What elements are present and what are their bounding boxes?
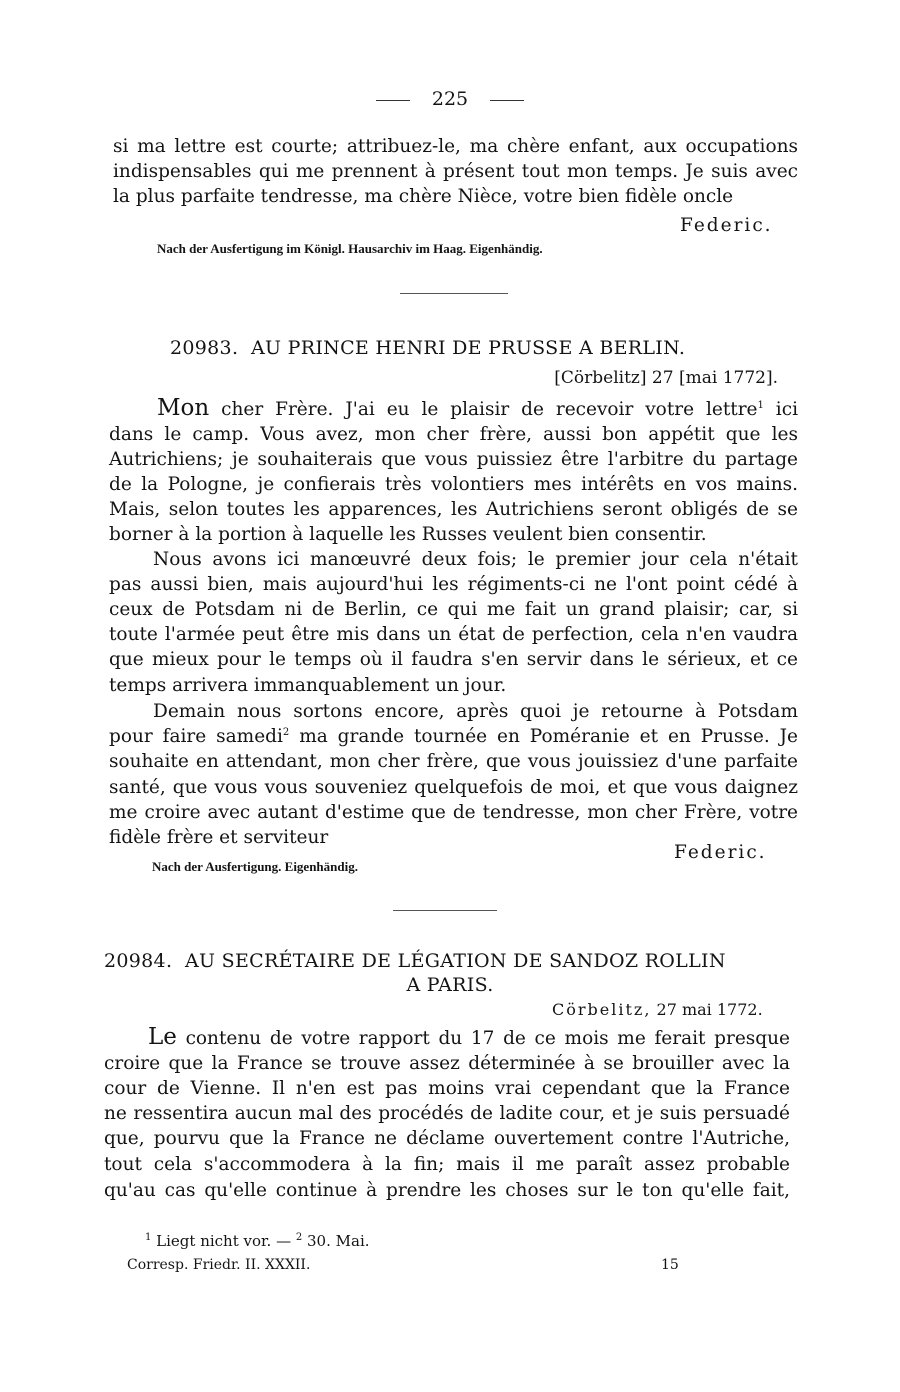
text-line: croire que la France se trouve assez déterminée à se brouiller avec la	[104, 1053, 790, 1074]
text-line: souhaite en attendant, mon cher frère, que vous jouissiez d'une parfaite	[109, 751, 798, 772]
dateline: [Cörbelitz] 27 [mai 1772].	[554, 368, 778, 388]
text-line: cour de Vienne. Il n'en est pas moins vrai cependant que la France	[104, 1078, 790, 1099]
text-line: que mieux pour le temps où il faudra s'en servir dans le sérieux, et ce	[109, 649, 798, 670]
text-line: Autrichiens; je souhaiterais que vous puissiez être l'arbitre du partage	[109, 449, 798, 470]
footnote-text: Liegt nicht vor. —	[156, 1232, 292, 1250]
text-line: de la Pologne, je confierais très volontiers mes intérêts en vos mains.	[109, 474, 798, 495]
source-note: Nach der Ausfertigung. Eigenhändig.	[152, 859, 358, 874]
text-line: borner à la portion à laquelle les Russes veulent bien consentir.	[109, 524, 707, 545]
letter-heading	[170, 337, 685, 359]
footnote-marker: 1	[145, 1232, 152, 1243]
signature: Federic.	[680, 215, 773, 236]
first-word: Le	[148, 1024, 177, 1050]
text-line	[148, 1025, 790, 1051]
text-span: ma grande tournée en Poméranie et en Prusse. Je	[299, 726, 799, 747]
letter-title: AU SECRÉTAIRE DE LÉGATION DE SANDOZ ROLLIN	[184, 950, 726, 972]
text-line: Nous avons ici manœuvré deux fois; le premier jour cela n'était	[153, 549, 798, 570]
letter-number: 20984.	[104, 950, 173, 972]
text-span: cher Frère. J'ai eu le plaisir de recevoir votre lettre	[221, 399, 758, 420]
header-dash-left	[376, 100, 410, 101]
page-number: 225	[431, 88, 469, 110]
text-line: dans le camp. Vous avez, mon cher frère, aussi bon appétit que les	[109, 424, 798, 445]
text-line: ceux de Potsdam ni de Berlin, ce qui me fait un grand plaisir; car, si	[109, 599, 798, 620]
text-span: contenu de votre rapport du 17 de ce mois me ferait presque	[185, 1028, 790, 1049]
signature-mark: 15	[661, 1257, 679, 1273]
text-span: pour faire samedi	[109, 726, 283, 747]
text-line: si ma lettre est courte; attribuez-le, ma chère enfant, aux occupations	[113, 136, 798, 157]
text-span: ici	[775, 399, 798, 420]
section-divider	[400, 293, 508, 294]
text-line	[157, 396, 798, 422]
dateline	[552, 997, 763, 1022]
first-word: Mon	[157, 395, 210, 421]
text-line: me croire avec autant d'estime que de tendresse, mon cher Frère, votre	[109, 802, 798, 823]
text-line: que, pourvu que la France ne déclame ouvertement contre l'Autriche,	[104, 1128, 790, 1149]
text-line: indispensables qui me prennent à présent tout mon temps. Je suis avec	[113, 161, 798, 182]
header-dash-right	[490, 100, 524, 101]
series-title: Corresp. Friedr. II. XXXII.	[127, 1257, 311, 1273]
text-line: fidèle frère et serviteur	[109, 827, 329, 848]
text-line: Mais, selon toutes les apparences, les Autrichiens seront obligés de se	[109, 499, 798, 520]
text-line: Demain nous sortons encore, après quoi je retourne à Potsdam	[153, 701, 798, 722]
text-line: tout cela s'accommodera à la fin; mais il me paraît assez probable	[104, 1154, 790, 1175]
text-line: toute l'armée peut être mis dans un état de perfection, cela n'en vaudra	[109, 624, 798, 645]
section-divider	[393, 910, 497, 911]
letter-number: 20983.	[170, 337, 239, 359]
text-line: temps arrivera immanquablement un jour.	[109, 675, 507, 696]
text-line: pas aussi bien, mais aujourd'hui les régiments-ci ne l'ont point cédé à	[109, 574, 798, 595]
text-line: qu'au cas qu'elle continue à prendre les choses sur le ton qu'elle fait,	[104, 1180, 790, 1201]
text-line: santé, que vous vous souveniez quelquefois de moi, et que vous daignez	[109, 777, 798, 798]
footnotes	[145, 1229, 370, 1254]
page-header	[0, 88, 900, 110]
letter-title-line2: A PARIS.	[406, 974, 494, 996]
source-note: Nach der Ausfertigung im Königl. Hausarchiv im Haag. Eigenhändig.	[157, 241, 543, 256]
letter-heading	[104, 950, 726, 972]
footnote-ref: 2	[282, 726, 290, 738]
dateline-date: 27 mai 1772.	[656, 1000, 763, 1019]
footnote-ref: 1	[757, 399, 764, 411]
footnote-text: 30. Mai.	[307, 1232, 370, 1250]
text-line: la plus parfaite tendresse, ma chère Nièce, votre bien fidèle oncle	[113, 186, 734, 207]
dateline-place: Cörbelitz,	[552, 1000, 652, 1019]
text-line: ne ressentira aucun mal des procédés de ladite cour, et je suis persuadé	[104, 1103, 790, 1124]
signature: Federic.	[674, 842, 767, 863]
text-line	[109, 724, 798, 749]
letter-title: AU PRINCE HENRI DE PRUSSE A BERLIN.	[250, 337, 686, 359]
footnote-marker: 2	[295, 1232, 303, 1243]
